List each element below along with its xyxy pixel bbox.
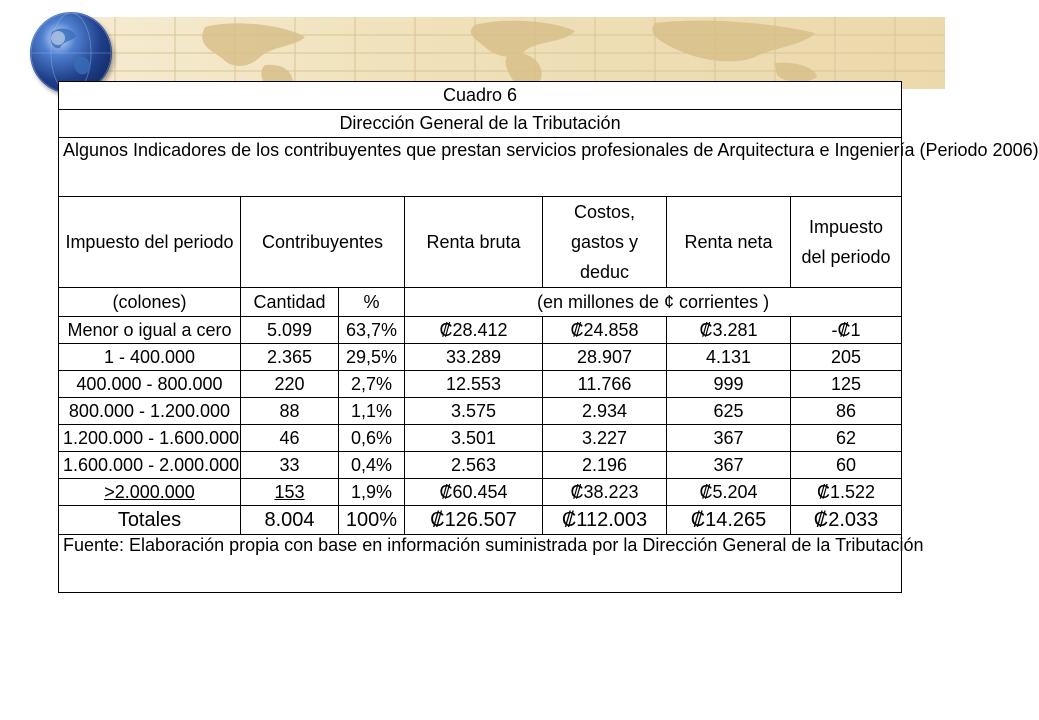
- header-costos: [543, 197, 667, 288]
- cell-cantidad: 88: [241, 398, 339, 425]
- cell-costos: 3.227: [543, 425, 667, 452]
- cell-percent: 1,9%: [339, 479, 405, 506]
- cell-impuesto: 60: [791, 452, 902, 479]
- header-impuesto-line2: del periodo: [801, 247, 891, 267]
- cell-range: 400.000 - 800.000: [59, 371, 241, 398]
- cell-impuesto: 125: [791, 371, 902, 398]
- cell-percent: 2,7%: [339, 371, 405, 398]
- cell-renta-bruta: 33.289: [405, 344, 543, 371]
- cell-renta-bruta: 3.501: [405, 425, 543, 452]
- cell-percent: 1,1%: [339, 398, 405, 425]
- cell-percent: 0,6%: [339, 425, 405, 452]
- cell-percent: 63,7%: [339, 317, 405, 344]
- cell-cantidad: 220: [241, 371, 339, 398]
- cell-costos: 11.766: [543, 371, 667, 398]
- table-caption: Cuadro 6: [59, 82, 902, 110]
- totals-costos: ₡112.003: [543, 506, 667, 535]
- cell-renta-neta: 4.131: [667, 344, 791, 371]
- header-costos-line1: Costos,: [573, 202, 636, 222]
- cell-cantidad: 2.365: [241, 344, 339, 371]
- cell-range: 1 - 400.000: [59, 344, 241, 371]
- header-impuesto-line1: Impuesto: [809, 217, 884, 237]
- table-row: [59, 425, 902, 452]
- cell-renta-bruta: ₡60.454: [405, 479, 543, 506]
- cell-cantidad: 5.099: [241, 317, 339, 344]
- header-impuesto: [791, 197, 902, 288]
- unit-money: (en millones de ¢ corrientes ): [405, 288, 902, 317]
- header-costos-line2: gastos y: [570, 232, 639, 252]
- header-costos-line3: deduc: [579, 262, 630, 282]
- cell-renta-neta: 999: [667, 371, 791, 398]
- totals-renta-bruta: ₡126.507: [405, 506, 543, 535]
- unit-cantidad: Cantidad: [241, 288, 339, 317]
- cell-renta-bruta: 2.563: [405, 452, 543, 479]
- cell-renta-bruta: 12.553: [405, 371, 543, 398]
- table-row: [59, 317, 902, 344]
- header-renta-neta: Renta neta: [667, 197, 791, 288]
- cell-impuesto: -₡1: [791, 317, 902, 344]
- cell-costos: ₡38.223: [543, 479, 667, 506]
- totals-label: Totales: [59, 506, 241, 535]
- cell-renta-neta: ₡5.204: [667, 479, 791, 506]
- totals-cantidad: 8.004: [241, 506, 339, 535]
- cell-range: 1.600.000 - 2.000.000: [59, 452, 241, 479]
- cell-renta-neta: 367: [667, 425, 791, 452]
- cell-impuesto: 62: [791, 425, 902, 452]
- cell-renta-neta: 367: [667, 452, 791, 479]
- table-row: [59, 371, 902, 398]
- world-map-banner: [55, 17, 945, 89]
- unit-colones: (colones): [59, 288, 241, 317]
- table-row: [59, 452, 902, 479]
- table-row: [59, 344, 902, 371]
- cell-costos: 2.196: [543, 452, 667, 479]
- unit-percent: %: [339, 288, 405, 317]
- cell-impuesto: 86: [791, 398, 902, 425]
- cell-cantidad: 33: [241, 452, 339, 479]
- table-source: Fuente: Elaboración propia con base en información suministrada por la Dirección General de la Tributación: [59, 535, 902, 593]
- cell-renta-bruta: ₡28.412: [405, 317, 543, 344]
- cell-percent: 0,4%: [339, 452, 405, 479]
- totals-percent: 100%: [339, 506, 405, 535]
- header-impuesto-periodo: Impuesto del periodo: [59, 197, 241, 288]
- cell-percent: 29,5%: [339, 344, 405, 371]
- table-body: [59, 317, 902, 506]
- table-description: Algunos Indicadores de los contribuyentes que prestan servicios profesionales de Arquitectura e Ingeniería (Periodo 2006): [59, 138, 902, 197]
- cell-range: 800.000 - 1.200.000: [59, 398, 241, 425]
- table-row: [59, 398, 902, 425]
- cell-cantidad: 153: [241, 479, 339, 506]
- cell-costos: 2.934: [543, 398, 667, 425]
- cell-renta-neta: ₡3.281: [667, 317, 791, 344]
- cell-range: >2.000.000: [59, 479, 241, 506]
- totals-impuesto: ₡2.033: [791, 506, 902, 535]
- cell-impuesto: 205: [791, 344, 902, 371]
- cell-impuesto: ₡1.522: [791, 479, 902, 506]
- header-contribuyentes: Contribuyentes: [241, 197, 405, 288]
- cell-cantidad: 46: [241, 425, 339, 452]
- cell-costos: ₡24.858: [543, 317, 667, 344]
- cell-renta-neta: 625: [667, 398, 791, 425]
- cell-costos: 28.907: [543, 344, 667, 371]
- cell-range: Menor o igual a cero: [59, 317, 241, 344]
- table-row: [59, 479, 902, 506]
- table-institution: Dirección General de la Tributación: [59, 110, 902, 138]
- totals-renta-neta: ₡14.265: [667, 506, 791, 535]
- cell-range: 1.200.000 - 1.600.000: [59, 425, 241, 452]
- header-renta-bruta: Renta bruta: [405, 197, 543, 288]
- cell-renta-bruta: 3.575: [405, 398, 543, 425]
- indicators-table: [58, 81, 1039, 593]
